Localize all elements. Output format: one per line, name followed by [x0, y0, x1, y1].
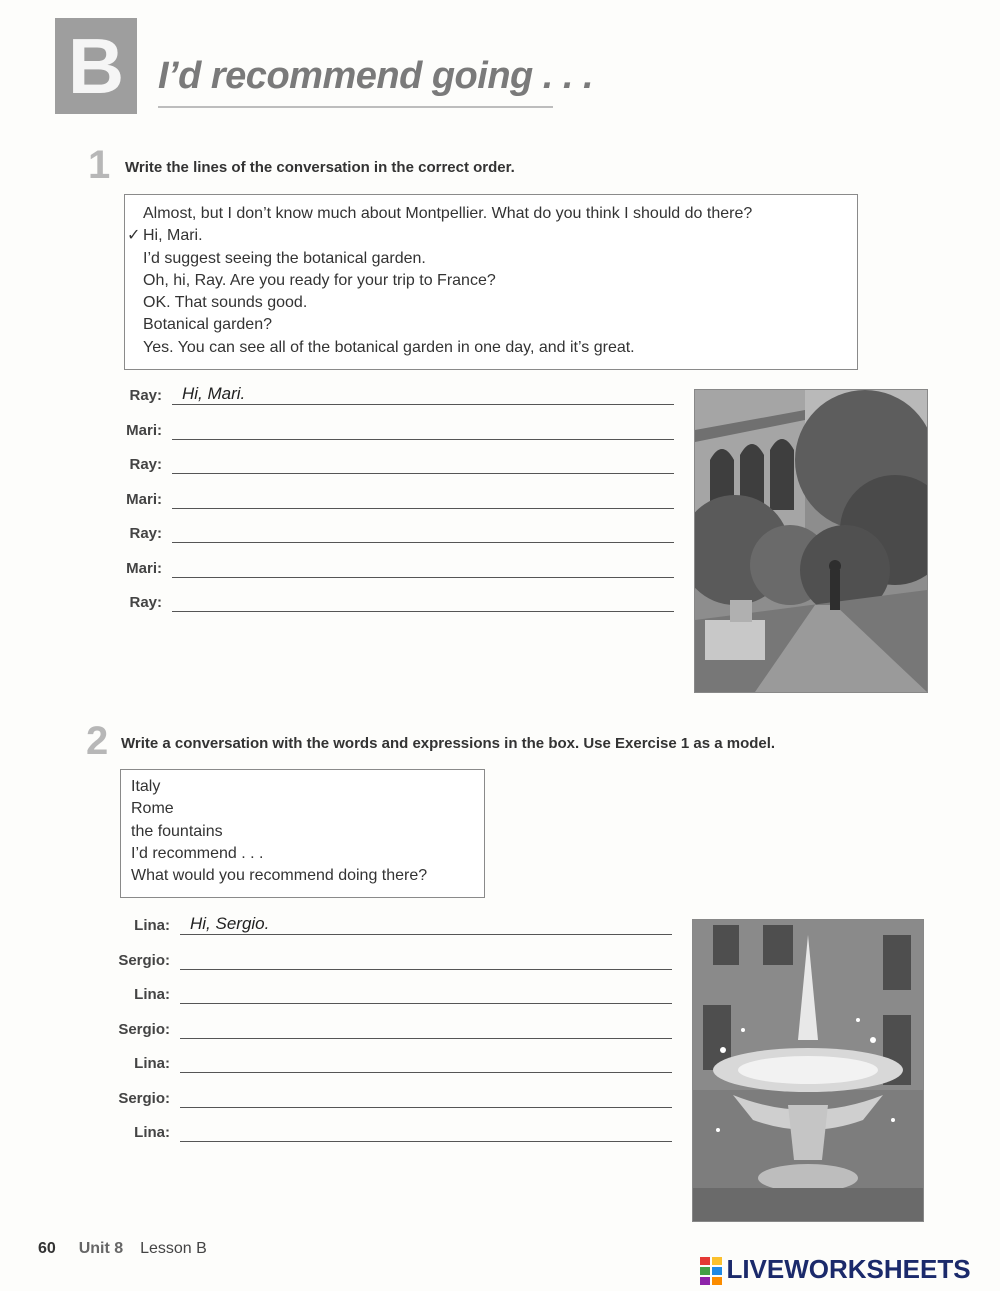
word-box-text: the fountains: [131, 822, 223, 840]
speaker-label: Ray:: [129, 387, 162, 404]
conversation-row: [100, 914, 672, 941]
liveworksheets-wordmark: LIVEWORKSHEETS: [726, 1254, 971, 1284]
word-box-text: Botanical garden?: [143, 316, 272, 334]
conversation-row: [100, 491, 674, 515]
word-box-line: [131, 821, 427, 843]
exercise-2-word-box: [120, 769, 485, 898]
conversation-row: [100, 560, 674, 584]
answer-text[interactable]: Hi, Mari.: [182, 384, 246, 403]
word-box-text: Yes. You can see all of the botanical garden in one day, and it’s great.: [143, 338, 635, 356]
answer-line[interactable]: [180, 934, 672, 935]
word-box-line: [143, 314, 752, 336]
exercise-1-number: 1: [88, 143, 111, 187]
answer-text[interactable]: Hi, Sergio.: [190, 914, 270, 933]
answer-line[interactable]: [180, 1072, 672, 1073]
answer-line[interactable]: [180, 969, 672, 970]
speaker-label: Lina:: [134, 986, 170, 1003]
word-box-text: I’d suggest seeing the botanical garden.: [143, 249, 426, 267]
answer-line[interactable]: [172, 508, 674, 509]
word-box-text: Italy: [131, 778, 161, 795]
answer-line[interactable]: [180, 1141, 672, 1142]
word-box-line: [143, 337, 752, 359]
fountain-photo: [692, 919, 924, 1222]
answer-line[interactable]: [172, 577, 674, 578]
liveworksheets-brand[interactable]: [700, 1254, 971, 1290]
speaker-label: Ray:: [129, 525, 162, 542]
conversation-row: [100, 1055, 672, 1079]
speaker-label: Sergio:: [118, 1020, 170, 1038]
word-box-text: I’d recommend . . .: [131, 844, 264, 862]
word-box-text: Almost, but I don’t know much about Montpellier. What do you think I should do there?: [143, 205, 753, 222]
unit-label: Unit 8: [78, 1240, 124, 1257]
conversation-row: [100, 952, 672, 976]
page-footer: [38, 1240, 207, 1258]
page-number: 60: [38, 1240, 56, 1257]
speaker-label: Ray:: [129, 456, 162, 473]
speaker-label: Lina:: [134, 917, 170, 934]
answer-line[interactable]: [172, 473, 674, 474]
word-box-text: OK. That sounds good.: [143, 294, 308, 312]
word-box-line: [131, 798, 427, 820]
word-box-text: Rome: [131, 800, 174, 818]
conversation-row: [100, 456, 674, 480]
answer-line[interactable]: [180, 1107, 672, 1108]
exercise-1-word-box: [124, 194, 858, 370]
word-box-line: [131, 843, 427, 865]
word-box-line: [143, 248, 752, 270]
page-title: I’d recommend going . . .: [158, 55, 594, 97]
speaker-label: Mari:: [126, 421, 162, 439]
word-box-text: Oh, hi, Ray. Are you ready for your trip to France?: [143, 271, 496, 289]
word-box-line: [143, 270, 752, 292]
conversation-row: [100, 1021, 672, 1045]
word-box-text: Hi, Mari.: [143, 227, 203, 245]
conversation-row: [100, 1090, 672, 1114]
conversation-row: [100, 594, 674, 618]
conversation-row: [100, 1124, 672, 1148]
exercise-2-instruction: Write a conversation with the words and expressions in the box. Use Exercise 1 as a model.: [121, 735, 776, 752]
speaker-label: Ray:: [129, 594, 162, 611]
speaker-label: Lina:: [134, 1055, 170, 1072]
speaker-label: Sergio:: [118, 1089, 170, 1107]
answer-line[interactable]: [172, 542, 674, 543]
lesson-label: Lesson B: [140, 1240, 207, 1257]
speaker-label: Sergio:: [118, 951, 170, 969]
exercise-2-number: 2: [86, 719, 109, 763]
conversation-row: [100, 525, 674, 549]
speaker-label: Mari:: [126, 559, 162, 577]
title-underline: [158, 106, 553, 108]
exercise-1-instruction: Write the lines of the conversation in the correct order.: [125, 159, 515, 176]
answer-line[interactable]: [172, 404, 674, 405]
conversation-row: [100, 422, 674, 446]
speaker-label: Mari:: [126, 490, 162, 508]
liveworksheets-logo-icon: [700, 1257, 722, 1290]
conversation-row: [100, 384, 674, 411]
answer-line[interactable]: [180, 1003, 672, 1004]
conversation-row: [100, 986, 672, 1010]
checkmark-icon: ✓: [127, 227, 141, 245]
answer-line[interactable]: [180, 1038, 672, 1039]
answer-line[interactable]: [172, 439, 674, 440]
section-badge: B: [55, 18, 137, 114]
word-box-line: [131, 776, 427, 798]
word-box-line: [143, 203, 752, 225]
botanical-garden-photo: [694, 389, 928, 693]
answer-line[interactable]: [172, 611, 674, 612]
word-box-text: What would you recommend doing there?: [131, 867, 428, 885]
speaker-label: Lina:: [134, 1124, 170, 1141]
word-box-line: [127, 225, 752, 247]
word-box-line: [143, 292, 752, 314]
word-box-line: [131, 865, 427, 887]
